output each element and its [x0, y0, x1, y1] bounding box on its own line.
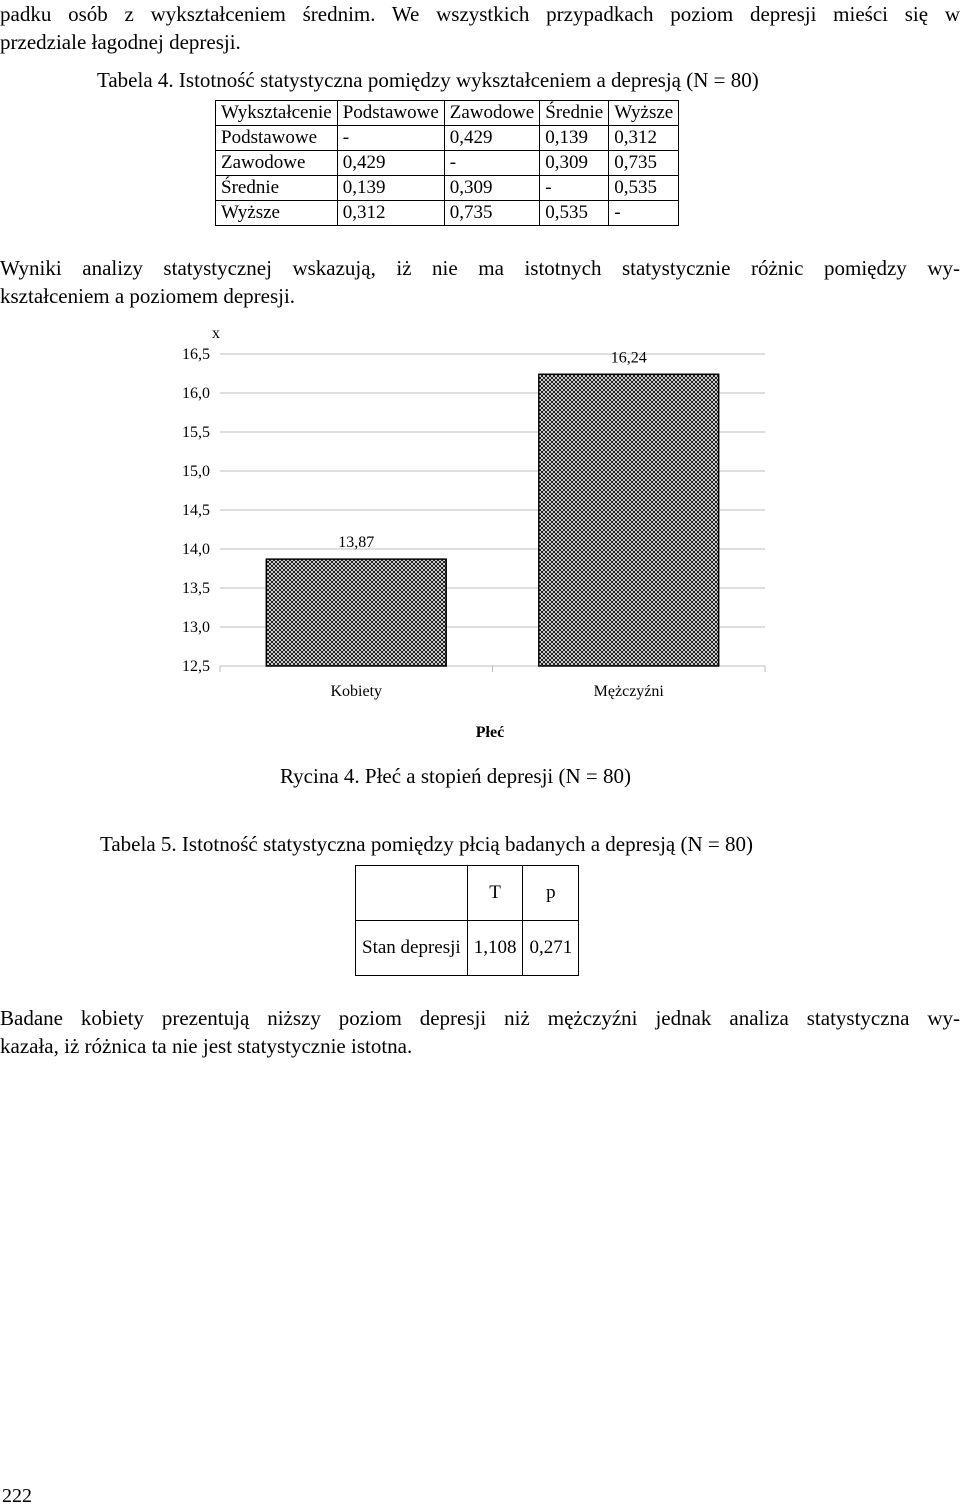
table5-cell: 0,271 [523, 921, 579, 976]
table5-caption-text: Istotność statystyczna pomiędzy płcią badanych a depresją (N = 80) [181, 832, 753, 856]
results-line-2: kształceniem a poziomem depresji. [0, 284, 296, 308]
table4-cell: 0,139 [540, 126, 609, 151]
table4-header-cell: Wykształcenie [216, 101, 338, 126]
chart-y-tick-label: 16,5 [182, 346, 210, 363]
figure4-caption: Rycina 4. Płeć a stopień depresji (N = 80) [280, 764, 632, 788]
table5-caption [100, 830, 753, 858]
page-number: 222 [2, 1485, 32, 1507]
table-row [216, 126, 679, 151]
table5-header-cell: T [467, 866, 523, 921]
table5-cell: 1,108 [467, 921, 523, 976]
chart-data-label: 16,24 [610, 349, 647, 367]
table5-header-cell [356, 866, 468, 921]
chart-x-axis-label: Płeć [475, 724, 505, 741]
results-line-1: Wyniki analizy statystycznej wskazują, iż nie ma istotnych statystycznie różnic pomiędzy wy- [0, 256, 960, 280]
table4-header-row [216, 101, 679, 126]
chart-y-tick-label: 16,0 [182, 385, 210, 402]
table4-cell: 0,309 [540, 151, 609, 176]
gender-depression-chart [150, 320, 790, 745]
table4-cell: 0,735 [444, 201, 539, 226]
chart-y-tick-label: 13,0 [182, 619, 210, 636]
chart-bar [266, 559, 446, 666]
table4-cell: Podstawowe [216, 126, 338, 151]
table-row [216, 201, 679, 226]
table5-caption-label: Tabela 5. [100, 832, 177, 856]
table-row [216, 151, 679, 176]
table4 [215, 100, 679, 226]
chart-y-tick-label: 15,5 [182, 424, 210, 441]
table4-header-cell: Podstawowe [337, 101, 444, 126]
intro-line-1: padku osób z wykształceniem średnim. We wszystkich przypadkach poziom depresji mieści się w [0, 2, 960, 26]
table4-cell: 0,309 [444, 176, 539, 201]
table5-cell: Stan depresji [356, 921, 468, 976]
table4-cell: Zawodowe [216, 151, 338, 176]
results-paragraph [0, 254, 960, 310]
table4-cell: 0,429 [337, 151, 444, 176]
table4-cell: - [444, 151, 539, 176]
table4-cell: - [609, 201, 679, 226]
table4-cell: 0,535 [609, 176, 679, 201]
chart-y-tick-label: 15,0 [182, 463, 210, 480]
table5 [355, 865, 579, 976]
table-row [356, 921, 579, 976]
table4-caption-text: Istotność statystyczna pomiędzy wykształceniem a depresją (N = 80) [178, 68, 759, 92]
table4-cell: Średnie [216, 176, 338, 201]
table4-cell: 0,312 [609, 126, 679, 151]
chart-y-tick-label: 13,5 [182, 580, 210, 597]
table4-cell: 0,535 [540, 201, 609, 226]
table4-header-cell: Zawodowe [444, 101, 539, 126]
table4-cell: - [337, 126, 444, 151]
chart-category-label: Mężczyźni [593, 683, 664, 700]
table4-header-cell: Wyższe [609, 101, 679, 126]
table4-caption [97, 66, 759, 94]
table4-caption-label: Tabela 4. [97, 68, 174, 92]
chart-category-label: Kobiety [330, 683, 383, 700]
chart-y-tick-label: 12,5 [182, 658, 210, 675]
intro-paragraph [0, 0, 960, 56]
chart-y-tick-label: 14,5 [182, 502, 210, 519]
intro-line-2: przedziale łagodnej depresji. [0, 30, 241, 54]
chart-y-tick-label: 14,0 [182, 541, 210, 558]
table-row [216, 176, 679, 201]
chart-y-axis-label: x [212, 325, 220, 342]
conclusion-line-2: kazała, iż różnica ta nie jest statystycznie istotna. [0, 1034, 413, 1058]
table4-cell: 0,312 [337, 201, 444, 226]
chart-data-label: 13,87 [338, 534, 375, 552]
table4-cell: 0,139 [337, 176, 444, 201]
table4-cell: Wyższe [216, 201, 338, 226]
table4-cell: 0,735 [609, 151, 679, 176]
table4-header-cell: Średnie [540, 101, 609, 126]
conclusion-line-1: Badane kobiety prezentują niższy poziom depresji niż mężczyźni jednak analiza statystyczna wy- [0, 1006, 960, 1030]
table4-cell: 0,429 [444, 126, 539, 151]
table5-header-cell: p [523, 866, 579, 921]
table4-cell: - [540, 176, 609, 201]
conclusion-paragraph [0, 1004, 960, 1060]
chart-bar [539, 374, 719, 666]
table5-header-row [356, 866, 579, 921]
